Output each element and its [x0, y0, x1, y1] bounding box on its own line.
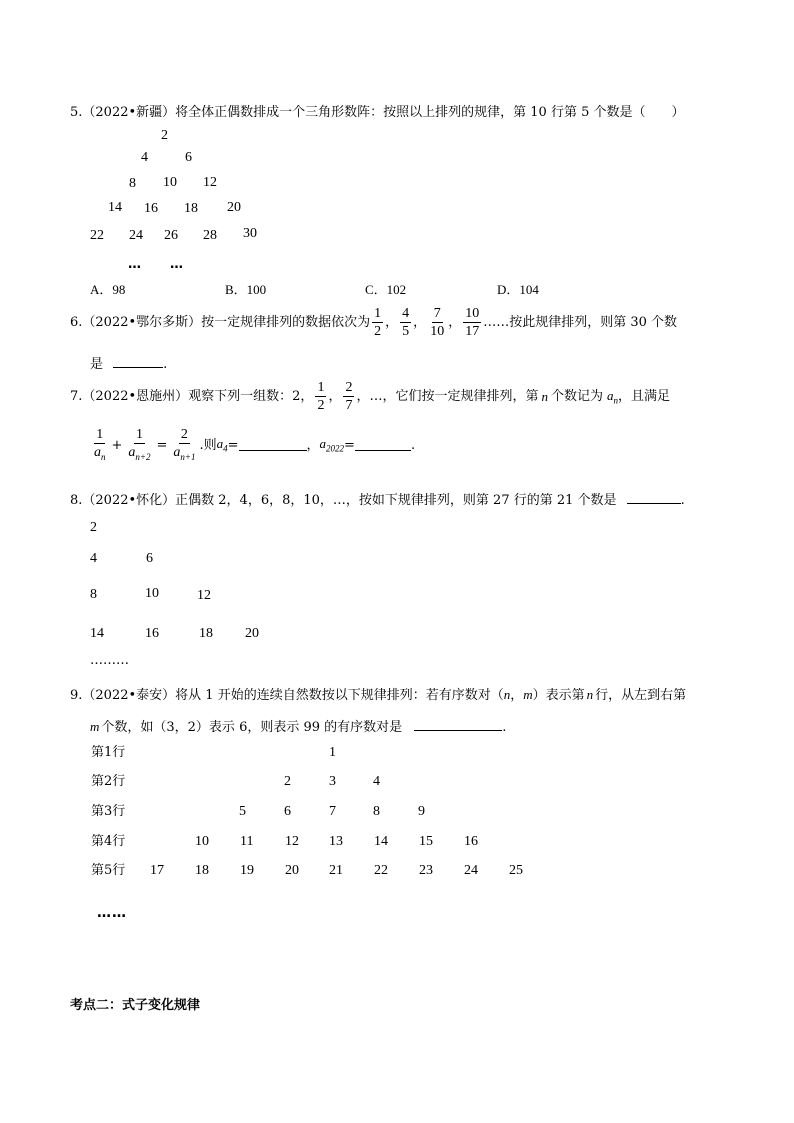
q8-row1-c1: 2 — [90, 520, 97, 535]
q9-r3-n5: 9 — [418, 804, 425, 819]
q9-r3-n1: 5 — [239, 804, 246, 819]
q6-fraction-1: $\frac{1}{2}$ — [374, 306, 382, 340]
q9-r4-n4: 13 — [329, 834, 343, 849]
q5-tri-r4c1: 14 — [108, 200, 122, 215]
q6-answer-blank[interactable] — [113, 356, 163, 368]
q5-tri-r3c1: 8 — [129, 176, 136, 191]
q5-tri-r3c3: 12 — [203, 175, 217, 190]
q5-tri-r4c2: 16 — [144, 201, 158, 216]
q5-option-a[interactable]: A．98 — [90, 282, 126, 297]
q9-row-label-3: 第3行 — [91, 804, 126, 819]
q5-ellipsis-1: … — [128, 257, 142, 272]
q9-r4-n6: 15 — [419, 834, 433, 849]
q9-r4-n2: 11 — [240, 834, 254, 849]
q5-tri-r3c2: 10 — [163, 175, 177, 190]
q9-r3-n3: 7 — [329, 804, 336, 819]
q8-dots: ……… — [90, 653, 129, 668]
q9-r4-n5: 14 — [374, 834, 388, 849]
q9-r1-n1: 1 — [329, 745, 336, 760]
q7-fraction-2: $\frac{2}{7}$ — [345, 380, 353, 414]
q7-fraction-1: $\frac{1}{2}$ — [317, 380, 325, 414]
q8-row3-c3: 12 — [197, 588, 211, 603]
q9-r2-n2: 3 — [329, 774, 336, 789]
q8-stem: 8.（2022•怀化）正偶数 2，4，6，8，10，…，按如下规律排列，则第 27 行的第 21 个数是 . — [70, 493, 685, 508]
q7-line2: $\frac{1}{a_n}$ + $\frac{1}{a_{n+2}}$ = $\frac{2}{a_{n+1}}$ .则 $a_4$ = ， $a_{2022}$ = . — [94, 427, 416, 463]
q6-fraction-4: $\frac{10}{17}$ — [465, 306, 480, 340]
q8-row4-c2: 16 — [145, 626, 159, 641]
q9-r4-n1: 10 — [195, 834, 209, 849]
q8-row4-c3: 18 — [199, 626, 213, 641]
q5-ellipsis-2: … — [170, 257, 184, 272]
q5-option-d[interactable]: D．104 — [497, 282, 539, 297]
q9-r5-n5: 21 — [329, 863, 343, 878]
q5-option-b[interactable]: B．100 — [225, 282, 267, 297]
q8-row3-c2: 10 — [145, 586, 159, 601]
q8-row2-c1: 4 — [90, 551, 97, 566]
q9-r5-n3: 19 — [240, 863, 254, 878]
q9-line2: m 个数，如（3，2）表示 6，则表示 99 的有序数对是 . — [90, 719, 507, 735]
q5-tri-r2c1: 4 — [141, 150, 148, 165]
q5-tri-r5c5: 30 — [243, 226, 257, 241]
q5-option-c[interactable]: C．102 — [365, 282, 407, 297]
q9-dots: …… — [97, 905, 127, 921]
q6-fraction-3: $\frac{7}{10}$ — [430, 306, 445, 340]
q6-line1: 6.（2022•鄂尔多斯）按一定规律排列的数据依次为 $\frac{1}{2}$ ， $\frac{4}{5}$ ， $\frac{7}{10}$ ， $\frac{10}{17}$ ……按此规律排列，则第 30 个数 — [70, 306, 678, 340]
q5-tri-r5c1: 22 — [90, 228, 104, 243]
q7-formula-frac-1: $\frac{1}{a_n}$ — [94, 427, 106, 463]
q8-row4-c1: 14 — [90, 626, 104, 641]
q9-r4-n7: 16 — [464, 834, 478, 849]
q7-answer-blank-1[interactable] — [239, 439, 307, 451]
q7-answer-blank-2[interactable] — [355, 439, 411, 451]
q8-row4-c4: 20 — [245, 626, 259, 641]
q9-row-label-2: 第2行 — [91, 774, 126, 789]
q9-r3-n4: 8 — [373, 804, 380, 819]
q9-r3-n2: 6 — [284, 804, 291, 819]
q9-answer-blank[interactable] — [414, 719, 502, 731]
q5-tri-r5c3: 26 — [164, 228, 178, 243]
q5-tri-r1c1: 2 — [161, 128, 168, 143]
q9-r2-n1: 2 — [284, 774, 291, 789]
q6-line2: 是 . — [90, 357, 168, 372]
q6-lead: 6.（2022•鄂尔多斯）按一定规律排列的数据依次为 — [70, 315, 371, 331]
q9-r5-n9: 25 — [509, 863, 523, 878]
q9-r5-n2: 18 — [195, 863, 209, 878]
q9-r2-n3: 4 — [373, 774, 380, 789]
q9-r5-n4: 20 — [285, 863, 299, 878]
q9-r5-n7: 23 — [419, 863, 433, 878]
q9-row-label-5: 第5行 — [91, 863, 126, 878]
q7-formula-frac-3: $\frac{2}{a_{n+1}}$ — [173, 427, 196, 463]
q5-tri-r4c4: 20 — [227, 200, 241, 215]
q9-r5-n1: 17 — [150, 863, 164, 878]
q7-formula-frac-2: $\frac{1}{a_{n+2}}$ — [128, 427, 151, 463]
q6-tail: ……按此规律排列，则第 30 个数 — [483, 315, 678, 331]
q5-tri-r5c2: 24 — [129, 228, 143, 243]
q9-row-label-1: 第1行 — [91, 745, 126, 760]
q5-tri-r2c2: 6 — [185, 150, 192, 165]
section-heading-2: 考点二：式子变化规律 — [70, 998, 201, 1013]
q9-line1: 9.（2022•泰安）将从 1 开始的连续自然数按以下规律排列：若有序数对（n，m）表示第 n 行，从左到右第 — [70, 687, 687, 703]
q8-row3-c1: 8 — [90, 587, 97, 602]
q5-stem: 5.（2022•新疆）将全体正偶数排成一个三角形数阵：按照以上排列的规律，第 10 行第 5 个数是（ ） — [70, 105, 685, 120]
q6-fraction-2: $\frac{4}{5}$ — [402, 306, 410, 340]
q9-r5-n8: 24 — [464, 863, 478, 878]
q5-tri-r5c4: 28 — [203, 228, 217, 243]
q7-line1: 7.（2022•恩施州）观察下列一组数：2， $\frac{1}{2}$ ， $\frac{2}{7}$ ，…，它们按一定规律排列，第 n 个数记为 $a_n$ ，且满足 — [70, 380, 670, 414]
q9-r5-n6: 22 — [374, 863, 388, 878]
q8-row2-c2: 6 — [146, 551, 153, 566]
q5-tri-r4c3: 18 — [184, 201, 198, 216]
q9-row-label-4: 第4行 — [91, 834, 126, 849]
q8-answer-blank[interactable] — [627, 492, 681, 504]
q9-r4-n3: 12 — [285, 834, 299, 849]
